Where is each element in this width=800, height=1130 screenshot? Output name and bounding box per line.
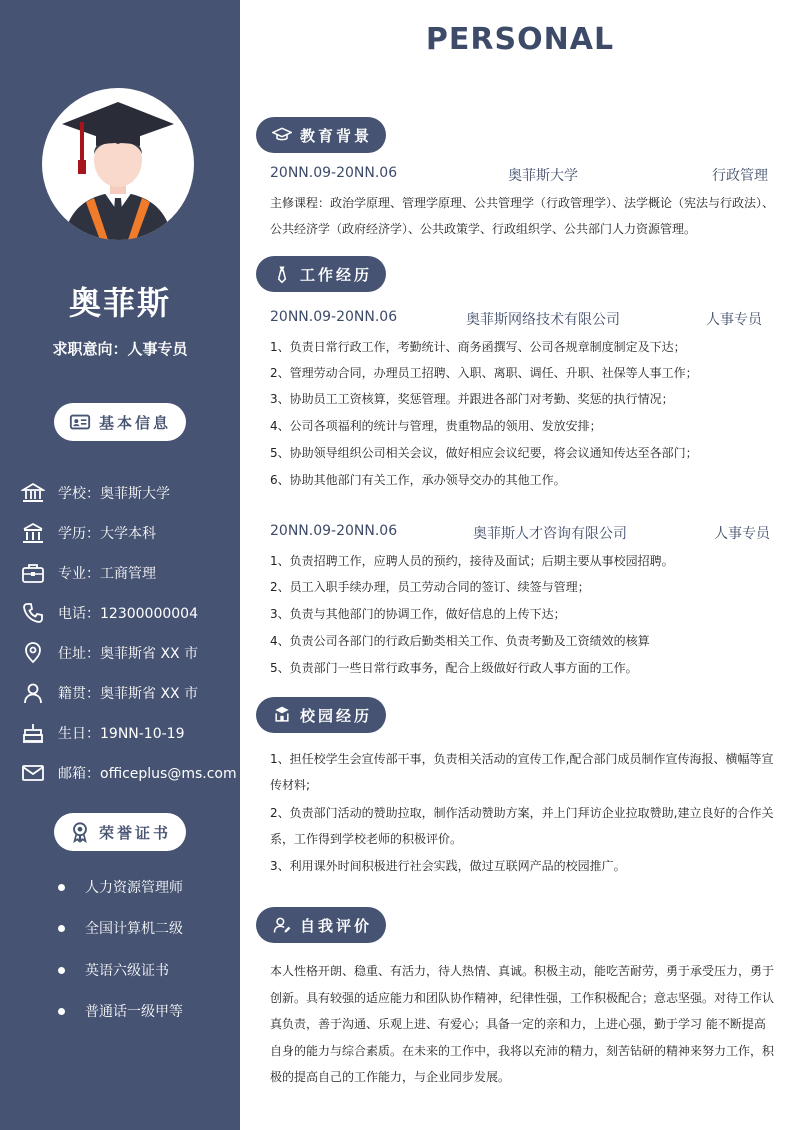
job-role: 人事专员 <box>706 312 762 328</box>
campus-label: 校园经历 <box>300 706 373 725</box>
job-role: 人事专员 <box>714 526 770 542</box>
job-duty: 1、负责日常行政工作，考勤统计、商务函撰写、公司各规章制度制定及下达； <box>270 340 686 354</box>
id-card-icon <box>69 411 91 433</box>
info-birthday-text: 生日：19NN-10-19 <box>58 726 185 742</box>
info-hometown-text: 籍贯：奥菲斯省 XX 市 <box>58 686 199 702</box>
info-school <box>20 480 170 506</box>
education-courses-line: 公共经济学（政府经济学）、公共政策学、行政组织学、公共部门人力资源管理。 <box>270 222 697 236</box>
job-duty: 2、员工入职手续办理，员工劳动合同的签订、续签与管理； <box>270 580 590 594</box>
education-major: 行政管理 <box>712 168 768 184</box>
campus-item: 2、负责部门活动的赞助拉取，制作活动赞助方案，并上门拜访企业拉取赞助,建立良好的合作关系，工作得到学校老师的积极评价。 <box>270 806 774 846</box>
education-date: 20NN.09-20NN.06 <box>270 165 398 181</box>
cert-item: 全国计算机二级 <box>58 918 183 938</box>
job-duty: 3、协助员工工资核算，奖惩管理。并跟进各部门对考勤、奖惩的执行情况； <box>270 392 674 406</box>
job-duty: 5、协助领导组织公司相关会议，做好相应会议纪要，将会议通知传达至各部门； <box>270 446 698 460</box>
cert-item: 人力资源管理师 <box>58 877 183 897</box>
education-label: 教育背景 <box>300 126 373 145</box>
phone-icon <box>20 600 46 626</box>
bullet-dot <box>58 884 65 891</box>
job-date: 20NN.09-20NN.06 <box>270 309 398 325</box>
job-line <box>270 309 770 329</box>
cert-item: 英语六级证书 <box>58 960 169 980</box>
job-duty: 1、负责招聘工作，应聘人员的预约，接待及面试；后期主要从事校园招聘。 <box>270 554 674 568</box>
degree-icon <box>20 520 46 546</box>
sidebar <box>0 0 240 1130</box>
info-degree <box>20 520 156 546</box>
user-edit-icon <box>272 915 292 935</box>
self-eval-text: 本人性格开朗、稳重、有活力，待人热情、真诚。积极主动，能吃苦耐劳，勇于承受压力，勇于创新。具有较强的适应能力和团队协作精神，纪律性强，工作积极配合；意志坚强。对待工作认真负责，善于沟通、乐观上进、有爱心；具备一定的亲和力，上进心强，勤于学习 能不断提高自身的能力与综合素质。在未来的工作中，我将以充沛的精力，刻苦钻研的精神来努力工作，积极的提高自己的工作能力，与企业同步发展。 <box>270 964 775 1084</box>
info-phone <box>20 600 198 626</box>
person-icon <box>20 680 46 706</box>
job-intent: 求职意向：人事专员 <box>52 340 188 358</box>
info-address-text: 住址：奥菲斯省 XX 市 <box>58 646 199 662</box>
info-birthday <box>20 720 185 746</box>
campus-icon <box>272 705 292 725</box>
job-date: 20NN.09-20NN.06 <box>270 523 398 539</box>
info-hometown <box>20 680 198 706</box>
basic-info-header <box>54 403 186 441</box>
campus-item: 1、担任校学生会宣传部干事，负责相关活动的宣传工作,配合部门成员制作宣传海报、横幅等宣传材料; <box>270 752 774 792</box>
self-eval-header <box>256 907 386 943</box>
job-company: 奥菲斯人才咨询有限公司 <box>473 526 627 542</box>
job-duty: 2、管理劳动合同，办理员工招聘、入职、离职、调任、升职、社保等人事工作； <box>270 366 698 380</box>
bullet-dot <box>58 1008 65 1015</box>
bullet-dot <box>58 925 65 932</box>
award-icon <box>69 821 91 843</box>
cake-icon <box>20 720 46 746</box>
basic-info-label: 基本信息 <box>98 413 171 432</box>
avatar <box>42 88 194 240</box>
info-address <box>20 640 198 666</box>
campus-item: 3、利用课外时间积极进行社会实践，做过互联网产品的校园推广。 <box>270 859 626 873</box>
info-school-text: 学校：奥菲斯大学 <box>58 486 170 502</box>
education-school: 奥菲斯大学 <box>508 168 578 184</box>
info-phone-text: 电话：12300000004 <box>58 606 198 622</box>
certificates-label: 荣誉证书 <box>98 823 171 842</box>
education-line <box>270 165 770 185</box>
school-icon <box>20 480 46 506</box>
mail-icon <box>20 760 46 786</box>
candidate-name: 奥菲斯 <box>68 284 171 322</box>
info-major-text: 专业：工商管理 <box>58 566 156 582</box>
graduation-cap-icon <box>272 125 292 145</box>
info-email <box>20 760 237 786</box>
job-duty: 3、负责与其他部门的协调工作，做好信息的上传下达； <box>270 607 566 621</box>
education-courses-line: 主修课程：政治学原理、管理学原理、公共管理学（行政管理学）、法学概论（宪法与行政法）、 <box>270 196 775 210</box>
info-degree-text: 学历：大学本科 <box>58 526 156 542</box>
work-header <box>256 256 386 292</box>
work-label: 工作经历 <box>300 265 373 284</box>
job-duty: 4、公司各项福利的统计与管理，贵重物品的领用、发放安排； <box>270 419 602 433</box>
self-eval-label: 自我评价 <box>300 916 373 935</box>
info-major <box>20 560 156 586</box>
job-duty: 4、负责公司各部门的行政后勤类相关工作、负责考勤及工资绩效的核算 <box>270 634 650 648</box>
job-duty: 5、负责部门一些日常行政事务，配合上级做好行政人事方面的工作。 <box>270 661 638 675</box>
page-title: PERSONAL <box>425 22 615 57</box>
location-icon <box>20 640 46 666</box>
certificates-header <box>54 813 186 851</box>
job-company: 奥菲斯网络技术有限公司 <box>466 312 620 328</box>
bullet-dot <box>58 967 65 974</box>
job-line <box>270 523 770 543</box>
info-email-text: 邮箱：officeplus@ms.com <box>58 766 237 782</box>
campus-header <box>256 697 386 733</box>
briefcase-icon <box>20 560 46 586</box>
education-header <box>256 117 386 153</box>
graduate-avatar-icon <box>42 88 194 240</box>
cert-item: 普通话一级甲等 <box>58 1001 183 1021</box>
tie-icon <box>272 264 292 284</box>
job-duty: 6、协助其他部门有关工作，承办领导交办的其他工作。 <box>270 473 566 487</box>
